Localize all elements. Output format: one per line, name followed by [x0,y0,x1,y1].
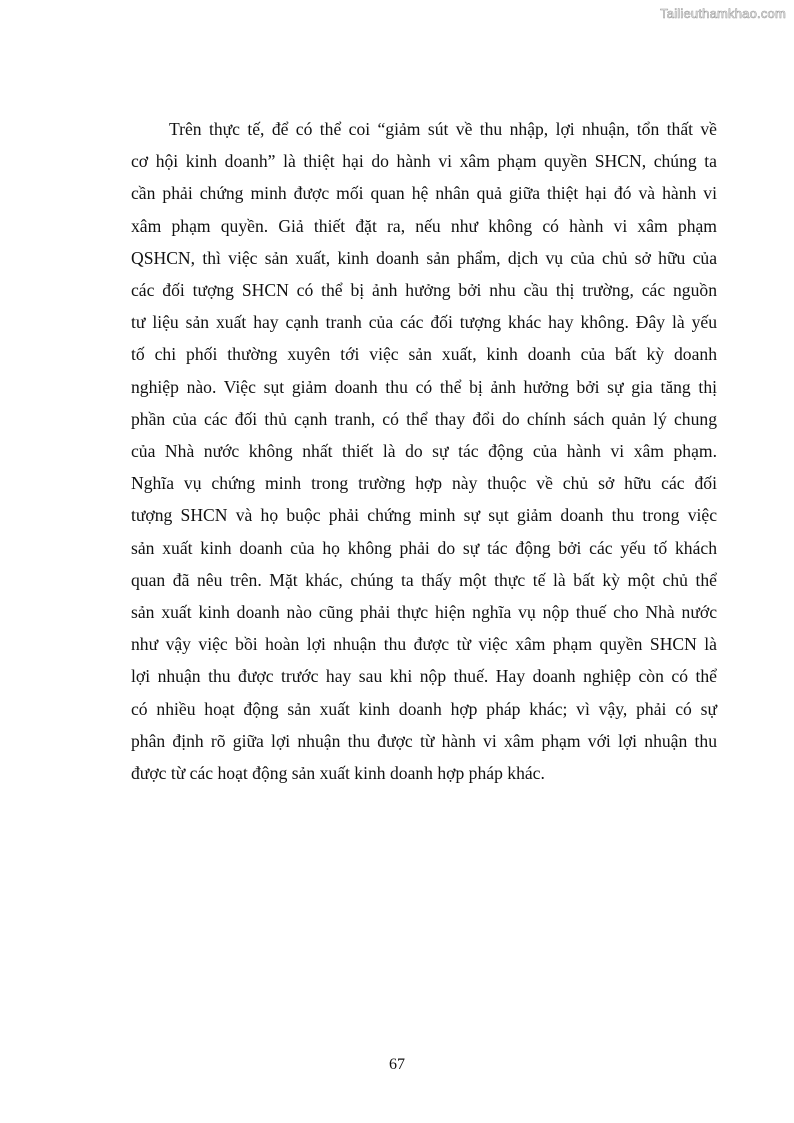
text-line: Nghĩa vụ chứng minh trong trường hợp này thuộc về chủ sở hữu các đối [131,473,717,494]
text-line: tượng SHCN và họ buộc phải chứng minh sự sụt giảm doanh thu trong việc [131,505,717,526]
body-paragraph [131,113,717,789]
watermark: Tailieuthamkhao.com [660,6,786,21]
text-line: quan đã nêu trên. Mặt khác, chúng ta thấy một thực tế là bất kỳ một chủ thể [131,569,717,590]
text-line: các đối tượng SHCN có thể bị ảnh hưởng bởi nhu cầu thị trường, các nguồn [131,280,717,301]
text-line: xâm phạm quyền. Giả thiết đặt ra, nếu như không có hành vi xâm phạm [131,215,717,236]
text-line: cần phải chứng minh được mối quan hệ nhân quả giữa thiệt hại đó và hành vi [131,183,717,204]
text-line: phân định rõ giữa lợi nhuận thu được từ hành vi xâm phạm với lợi nhuận thu [131,730,717,751]
text-line: lợi nhuận thu được trước hay sau khi nộp thuế. Hay doanh nghiệp còn có thể [131,666,717,687]
page-body [131,113,717,789]
text-line: cơ hội kinh doanh” là thiệt hại do hành vi xâm phạm quyền SHCN, chúng ta [131,151,717,172]
text-line: được từ các hoạt động sản xuất kinh doanh hợp pháp khác. [131,763,545,784]
text-line: sản xuất kinh doanh của họ không phải do sự tác động bởi các yếu tố khách [131,537,717,558]
text-line: sản xuất kinh doanh nào cũng phải thực hiện nghĩa vụ nộp thuế cho Nhà nước [131,602,717,623]
text-line: như vậy việc bồi hoàn lợi nhuận thu được từ việc xâm phạm quyền SHCN là [131,634,717,655]
text-line: có nhiều hoạt động sản xuất kinh doanh hợp pháp khác; vì vậy, phải có sự [131,698,717,719]
text-line: tư liệu sản xuất hay cạnh tranh của các đối tượng khác hay không. Đây là yếu [131,312,717,333]
text-line: Trên thực tế, để có thể coi “giảm sút về thu nhập, lợi nhuận, tổn thất về [169,119,717,139]
text-line: của Nhà nước không nhất thiết là do sự tác động của hành vi xâm phạm. [131,441,717,462]
text-line: QSHCN, thì việc sản xuất, kinh doanh sản phẩm, dịch vụ của chủ sở hữu của [131,247,717,268]
text-line: phần của các đối thủ cạnh tranh, có thể thay đổi do chính sách quản lý chung [131,408,717,429]
text-line: nghiệp nào. Việc sụt giảm doanh thu có thể bị ảnh hưởng bởi sự gia tăng thị [131,376,717,397]
text-line: tố chi phối thường xuyên tới việc sản xuất, kinh doanh của bất kỳ doanh [131,344,717,365]
page-number: 67 [389,1056,405,1073]
